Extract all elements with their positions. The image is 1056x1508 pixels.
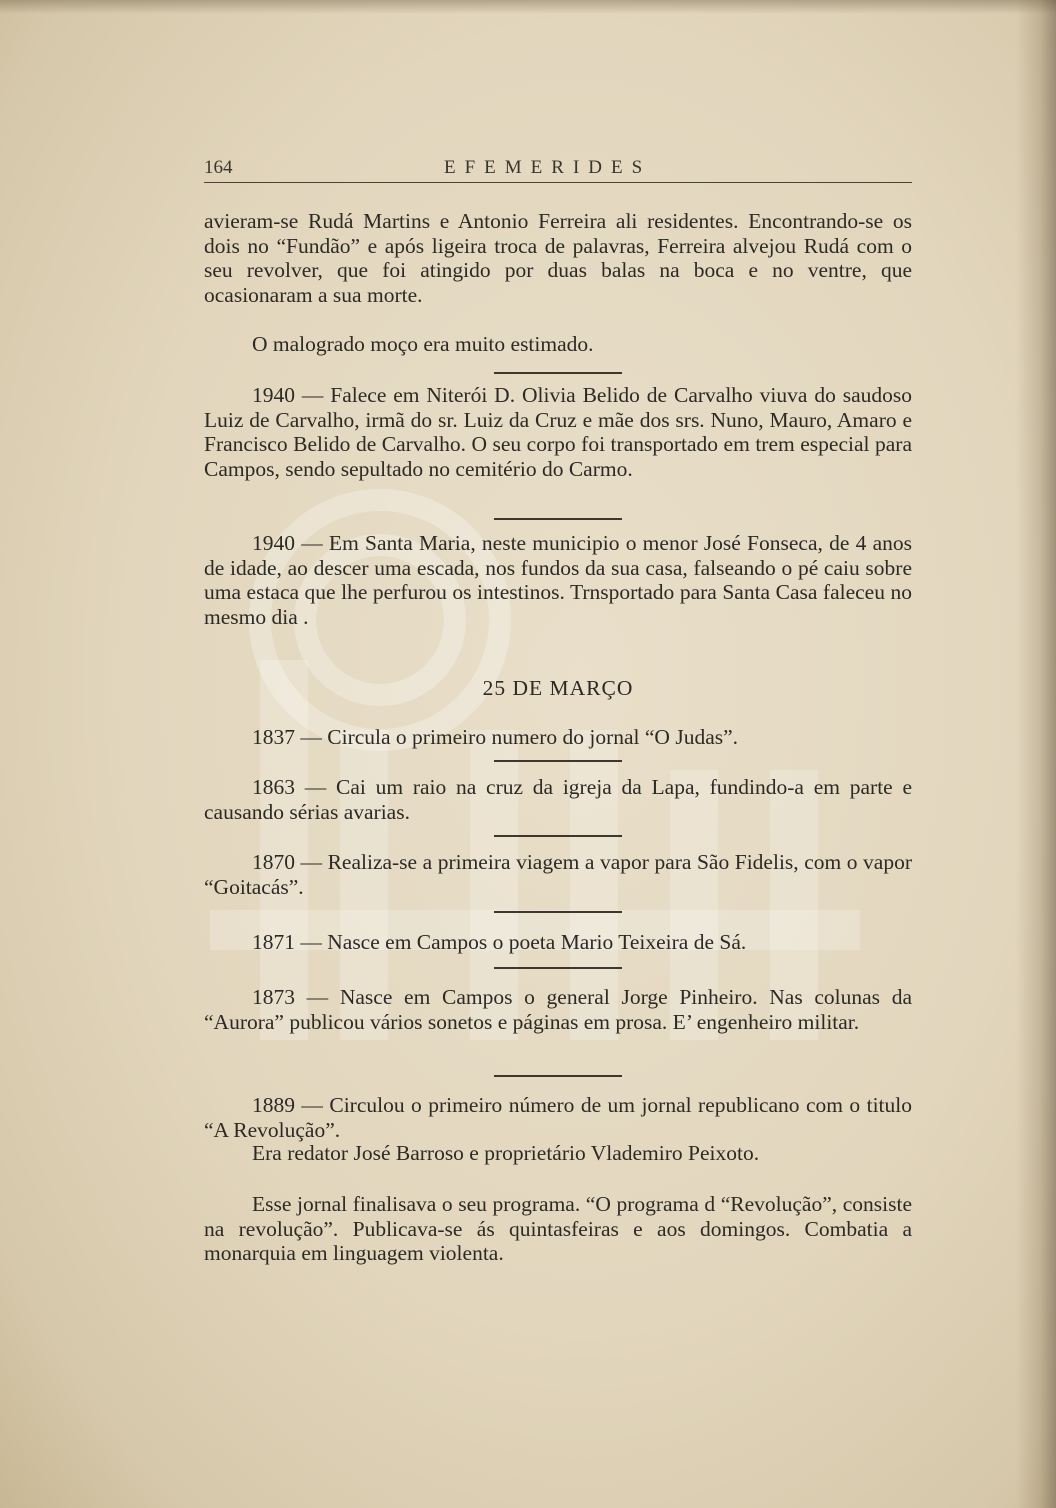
entry-1863: 1863 — Cai um raio na cruz da igreja da Lapa, fundindo-a em parte e causando sérias avarias. xyxy=(204,775,912,824)
separator-rule xyxy=(494,835,622,837)
page-shadow-top xyxy=(0,0,1056,14)
separator-rule xyxy=(494,911,622,913)
entry-1837: 1837 — Circula o primeiro numero do jornal “O Judas”. xyxy=(252,725,739,749)
page-shadow-right xyxy=(1016,0,1056,1508)
page-header xyxy=(204,157,912,187)
entry-1940-jose: 1940 — Em Santa Maria, neste municipio o menor José Fonseca, de 4 anos de idade, ao descer uma escada, nos fundos da sua casa, falseando o pé caiu sobre uma estaca que lhe perfurou os intestinos. Trnsportado para Santa Casa faleceu no mesmo dia . xyxy=(204,531,912,629)
entry-1889-editor: Era redator José Barroso e proprietário Vlademiro Peixoto. xyxy=(252,1141,760,1165)
entry-1871: 1871 — Nasce em Campos o poeta Mario Teixeira de Sá. xyxy=(252,930,747,954)
entry-1873: 1873 — Nasce em Campos o general Jorge Pinheiro. Nas colunas da “Aurora” publicou vários sonetos e páginas em prosa. E’ engenheiro militar. xyxy=(204,985,912,1034)
running-title: EFEMERIDES xyxy=(444,157,652,178)
entry-1940-olivia: 1940 — Falece em Niterói D. Olivia Belido de Carvalho viuva do saudoso Luiz de Carvalho, irmã do sr. Luiz da Cruz e mãe dos srs. Nuno, Mauro, Amaro e Francisco Belido de Carvalho. O seu corpo foi transportado em trem especial para Campos, sendo sepultado no cemitério do Carmo. xyxy=(204,383,912,481)
entry-1870: 1870 — Realiza-se a primeira viagem a vapor para São Fidelis, com o vapor “Goitacás”. xyxy=(204,850,912,899)
page-number: 164 xyxy=(204,157,233,178)
separator-rule xyxy=(494,372,622,374)
separator-rule xyxy=(494,1075,622,1077)
paragraph-continuation: avieram-se Rudá Martins e Antonio Ferreira ali residentes. Encontrando-se os dois no “Fundão” e após ligeira troca de palavras, Ferreira alvejou Rudá com o seu revolver, que foi atingido por duas balas na boca e no ventre, que ocasionaram a sua morte. xyxy=(204,209,912,307)
entry-1889: 1889 — Circulou o primeiro número de um jornal republicano com o titulo “A Revolução”. xyxy=(204,1093,912,1142)
entry-1889-program: Esse jornal finalisava o seu programa. “O programa d “Revolução”, consiste na revolução”. Publicava-se ás quintasfeiras e aos domingos. Combatia a monarquia em linguagem violenta. xyxy=(204,1192,912,1265)
paragraph-note: O malogrado moço era muito estimado. xyxy=(252,332,594,356)
separator-rule xyxy=(494,760,622,762)
separator-rule xyxy=(494,967,622,969)
date-heading: 25 DE MARÇO xyxy=(482,676,634,700)
separator-rule xyxy=(494,518,622,520)
header-rule xyxy=(204,182,912,183)
